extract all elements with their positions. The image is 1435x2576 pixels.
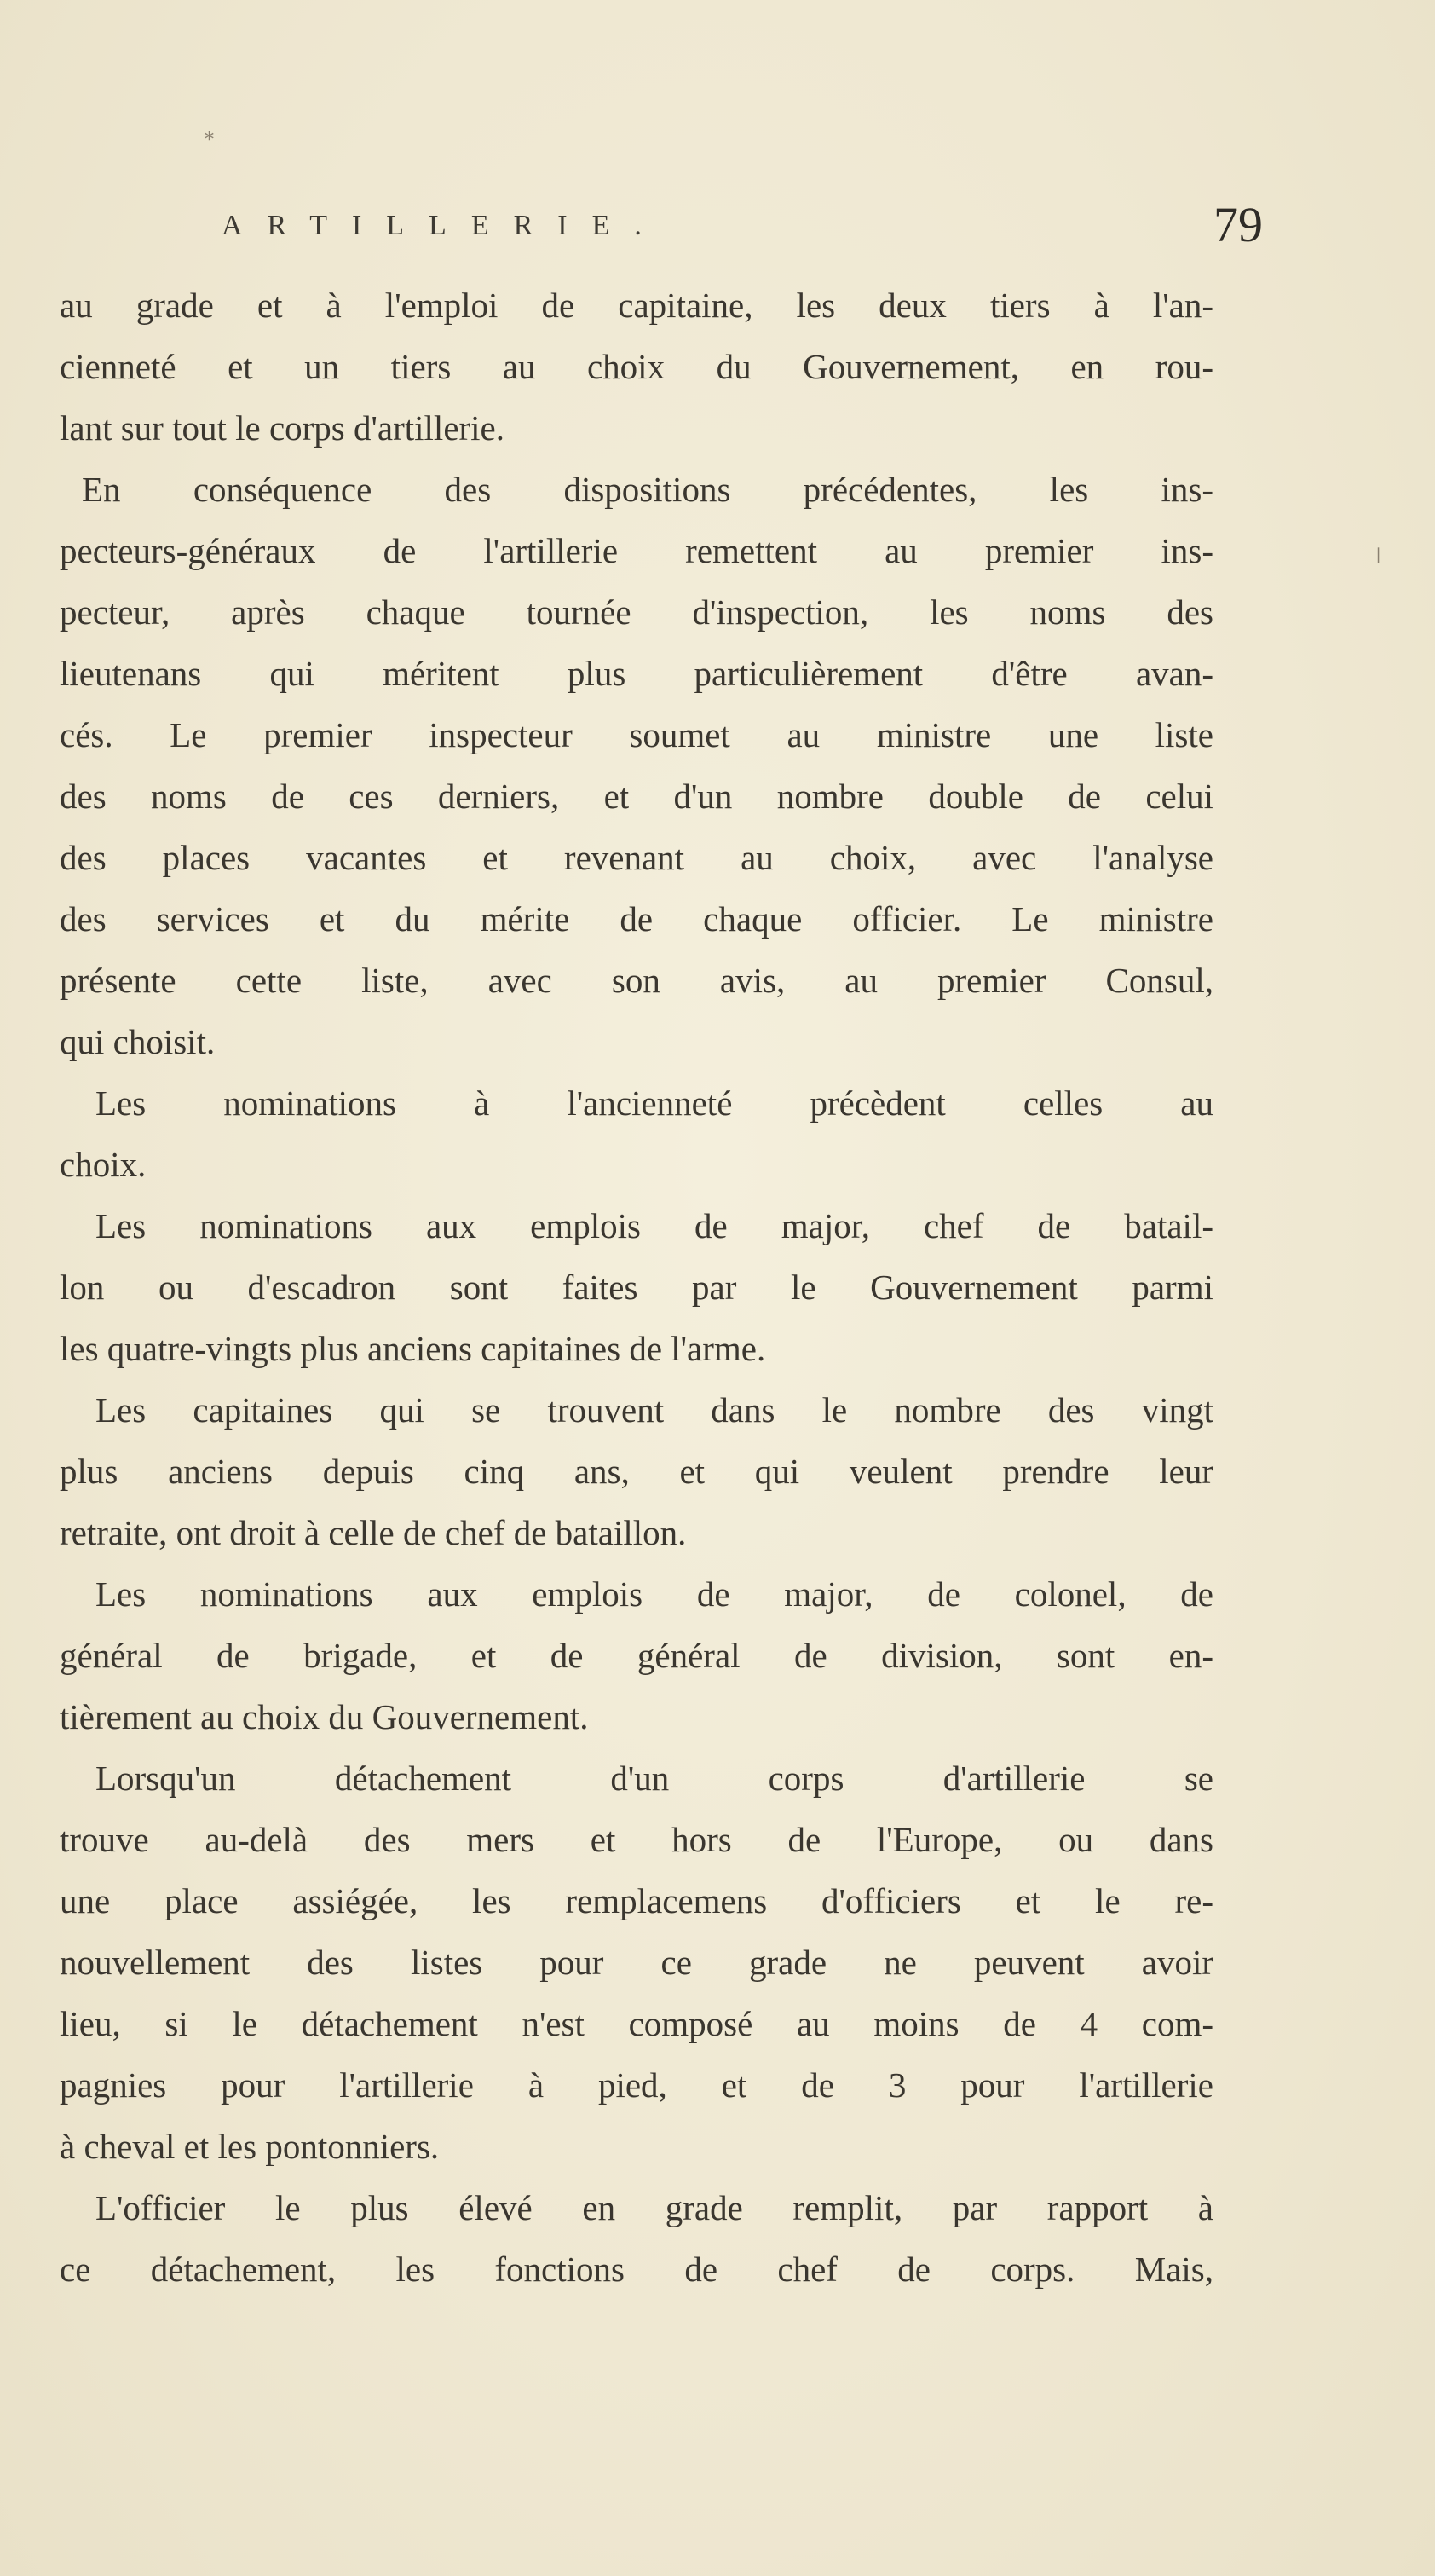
text-line: lieutenans qui méritent plus particulièrement d'être avan- — [60, 654, 1213, 693]
text-line: des services et du mérite de chaque officier. Le ministre — [60, 899, 1213, 939]
page-header — [0, 197, 1435, 278]
text-line: En conséquence des dispositions précédentes, les ins- — [82, 470, 1213, 509]
running-title: ARTILLERIE. — [222, 210, 666, 241]
text-line: nouvellement des listes pour ce grade ne peuvent avoir — [60, 1943, 1213, 1982]
text-line: pagnies pour l'artillerie à pied, et de 3 pour l'artillerie — [60, 2065, 1213, 2105]
text-line: L'officier le plus élevé en grade remplit, par rapport à — [95, 2188, 1213, 2227]
text-line: Les nominations aux emplois de major, de colonel, de — [95, 1574, 1213, 1614]
text-line: pecteurs-généraux de l'artillerie remettent au premier ins- — [60, 531, 1213, 570]
text-line: lant sur tout le corps d'artillerie. — [60, 408, 505, 448]
text-line: des places vacantes et revenant au choix, avec l'analyse — [60, 838, 1213, 877]
text-line: général de brigade, et de général de division, sont en- — [60, 1636, 1213, 1675]
text-line: trouve au-delà des mers et hors de l'Europe, ou dans — [60, 1820, 1213, 1859]
text-line: les quatre-vingts plus anciens capitaines de l'arme. — [60, 1329, 766, 1368]
text-line: au grade et à l'emploi de capitaine, les deux tiers à l'an- — [60, 286, 1213, 325]
text-line: pecteur, après chaque tournée d'inspection, les noms des — [60, 592, 1213, 632]
printer-mark: * — [205, 130, 214, 151]
text-line: à cheval et les pontonniers. — [60, 2127, 440, 2166]
ink-speck: ❘ — [1372, 546, 1386, 563]
text-line: Lorsqu'un détachement d'un corps d'artillerie se — [95, 1759, 1213, 1798]
text-line: Les nominations à l'ancienneté précèdent celles au — [95, 1083, 1213, 1123]
text-line: cés. Le premier inspecteur soumet au ministre une liste — [60, 715, 1213, 754]
text-line: Les nominations aux emplois de major, chef de batail- — [95, 1206, 1213, 1245]
text-line: plus anciens depuis cinq ans, et qui veulent prendre leur — [60, 1452, 1213, 1491]
text-line: Les capitaines qui se trouvent dans le nombre des vingt — [95, 1390, 1213, 1430]
text-line: ce détachement, les fonctions de chef de corps. Mais, — [60, 2250, 1213, 2289]
text-line: présente cette liste, avec son avis, au premier Consul, — [60, 961, 1213, 1000]
text-line: cienneté et un tiers au choix du Gouvernement, en rou- — [60, 347, 1213, 386]
page-number: 79 — [1213, 197, 1263, 252]
text-line: choix. — [60, 1145, 147, 1184]
text-line: lieu, si le détachement n'est composé au moins de 4 com- — [60, 2004, 1213, 2043]
text-line: des noms de ces derniers, et d'un nombre double de celui — [60, 777, 1213, 816]
text-line: retraite, ont droit à celle de chef de bataillon. — [60, 1513, 687, 1552]
text-line: qui choisit. — [60, 1022, 216, 1061]
text-line: tièrement au choix du Gouvernement. — [60, 1697, 589, 1736]
text-line: une place assiégée, les remplacemens d'officiers et le re- — [60, 1881, 1213, 1920]
text-line: lon ou d'escadron sont faites par le Gouvernement parmi — [60, 1268, 1213, 1307]
